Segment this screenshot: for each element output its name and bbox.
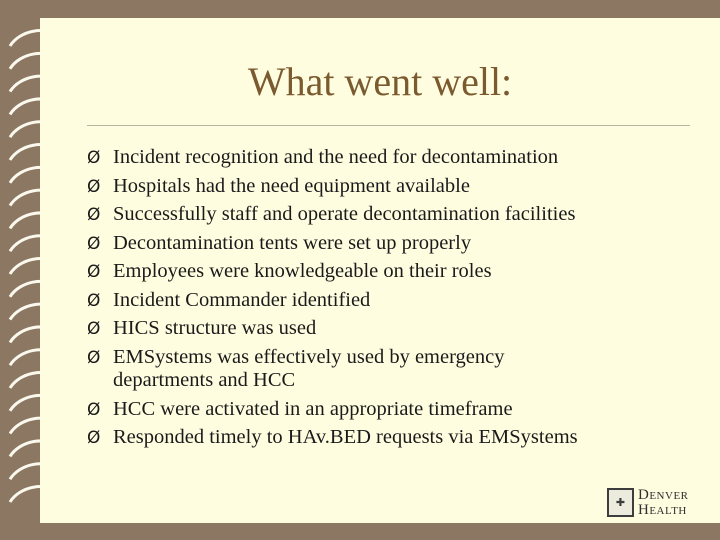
bullet-text: EMSystems was effectively used by emergency departments and HCC <box>113 345 505 391</box>
list-item <box>87 203 707 227</box>
bullet-list <box>87 146 707 455</box>
logo-emblem-icon: ✚ <box>607 488 634 517</box>
title-divider <box>87 125 690 126</box>
list-item <box>87 398 707 422</box>
logo-line2: Health <box>638 501 687 518</box>
arrow-bullet-icon: Ø <box>87 290 101 311</box>
list-item <box>87 346 707 393</box>
bullet-text: Successfully staff and operate decontamination facilities <box>113 203 576 225</box>
list-item <box>87 317 707 341</box>
list-item <box>87 175 707 199</box>
bullet-text: HCC were activated in an appropriate timeframe <box>113 397 513 420</box>
list-item <box>87 260 707 284</box>
arrow-bullet-icon: Ø <box>87 233 101 254</box>
denver-health-logo <box>607 486 714 519</box>
bullet-text: Decontamination tents were set up properly <box>113 231 472 254</box>
arrow-bullet-icon: Ø <box>87 176 101 197</box>
arrow-bullet-icon: Ø <box>87 399 101 420</box>
bullet-text: Employees were knowledgeable on their roles <box>113 260 492 282</box>
list-item <box>87 232 707 256</box>
arrow-bullet-icon: Ø <box>87 347 101 368</box>
bullet-text: Incident Commander identified <box>113 288 371 311</box>
arrow-bullet-icon: Ø <box>87 205 101 225</box>
bullet-text: Incident recognition and the need for decontamination <box>113 146 559 168</box>
logo-wordmark <box>638 488 689 518</box>
slide-page <box>40 18 720 523</box>
list-item <box>87 289 707 313</box>
slide-title: What went well: <box>247 59 513 104</box>
logo-line1: Denver <box>638 486 689 503</box>
list-item <box>87 146 707 170</box>
arrow-bullet-icon: Ø <box>87 148 101 168</box>
bullet-text: HICS structure was used <box>113 317 317 339</box>
arrow-bullet-icon: Ø <box>87 319 101 339</box>
bullet-text: Hospitals had the need equipment available <box>113 174 470 197</box>
arrow-bullet-icon: Ø <box>87 428 101 448</box>
bullet-text: Responded timely to HAv.BED requests via EMSystems <box>113 426 578 448</box>
list-item <box>87 426 707 450</box>
arrow-bullet-icon: Ø <box>87 262 101 282</box>
